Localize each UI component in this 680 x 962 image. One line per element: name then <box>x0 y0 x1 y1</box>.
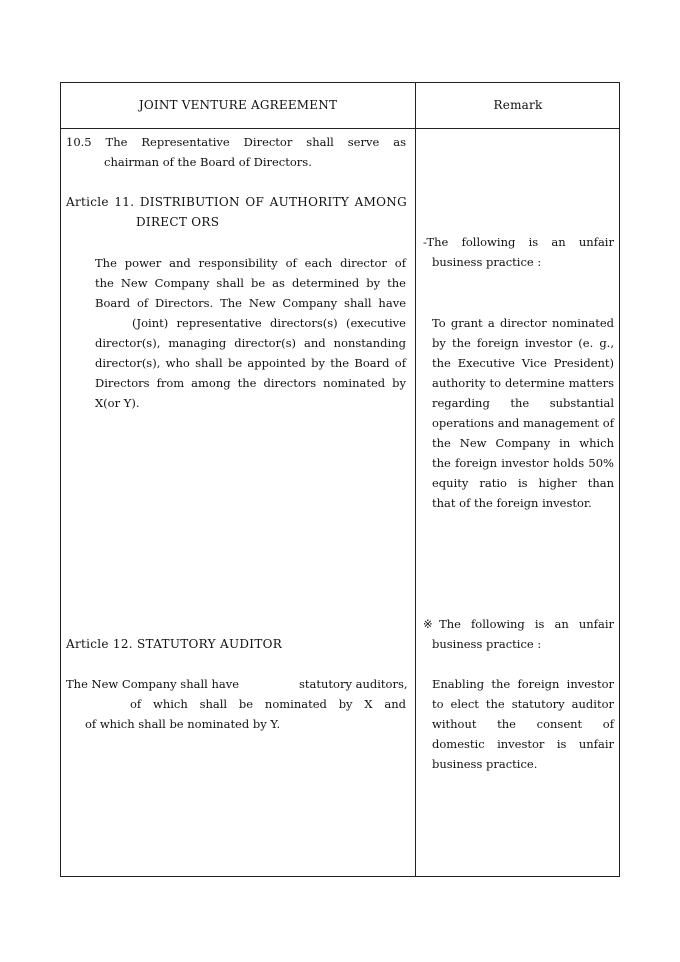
remark-4-line: to elect the statutory auditor <box>432 697 614 711</box>
article-11-paragraph-line: director(s), who shall be appointed by the Board of <box>95 356 406 370</box>
article-12-line3: of which shall be nominated by Y. <box>85 717 281 731</box>
remark-2-line: To grant a director nominated <box>432 316 614 330</box>
remark-2-line: regarding the substantial <box>432 396 614 410</box>
remark-3-line2: business practice : <box>432 637 542 651</box>
remark-4-line: Enabling the foreign investor <box>432 677 614 691</box>
section-10-5-line2: chairman of the Board of Directors. <box>104 155 312 169</box>
header-divider <box>61 128 619 129</box>
section-10-5-line1: 10.5 The Representative Director shall serve as <box>66 135 406 149</box>
article-11-paragraph-line: (Joint) representative directors(s) (executive <box>132 316 406 330</box>
article-11-paragraph-line: Directors from among the directors nominated by <box>95 376 406 390</box>
article-12-line2: of which shall be nominated by X and <box>130 697 406 711</box>
article-11-paragraph-line: director(s), managing director(s) and nonstanding <box>95 336 406 350</box>
article-11-title-line1: Article 11. DISTRIBUTION OF AUTHORITY AMONG <box>66 195 407 209</box>
remark-4-line: business practice. <box>432 757 538 771</box>
remark-2-line: the Executive Vice President) <box>432 356 614 370</box>
remark-2-line: equity ratio is higher than <box>432 476 614 490</box>
article-12-line1-end: statutory auditors, <box>299 677 408 691</box>
article-11-paragraph-line: the New Company shall be as determined by the <box>95 276 406 290</box>
header-remark: Remark <box>493 98 543 112</box>
remark-2-line: authority to determine matters <box>432 376 614 390</box>
remark-1-line1: -The following is an unfair <box>423 235 614 249</box>
remark-2-line: operations and management of <box>432 416 614 430</box>
header-joint-venture-agreement: JOINT VENTURE AGREEMENT <box>138 98 338 112</box>
remark-2-line: by the foreign investor (e. g., <box>432 336 614 350</box>
article-11-paragraph-line: Board of Directors. The New Company shall have <box>95 296 406 310</box>
remark-3-line1: ※The following is an unfair <box>423 617 614 631</box>
remark-4-line: without the consent of <box>432 717 614 731</box>
article-12-line1-start: The New Company shall have <box>66 677 240 691</box>
remark-2-line: that of the foreign investor. <box>432 496 592 510</box>
article-11-title-line2: DIRECT ORS <box>136 215 220 229</box>
remark-2-line: the foreign investor holds 50% <box>432 456 614 470</box>
article-12-title: Article 12. STATUTORY AUDITOR <box>66 637 283 651</box>
remark-4-line: domestic investor is unfair <box>432 737 614 751</box>
remark-2-line: the New Company in which <box>432 436 614 450</box>
column-divider <box>415 83 416 876</box>
article-11-paragraph-line: The power and responsibility of each director of <box>95 256 406 270</box>
remark-1-line2: business practice : <box>432 255 542 269</box>
article-11-paragraph-line: X(or Y). <box>95 396 140 410</box>
